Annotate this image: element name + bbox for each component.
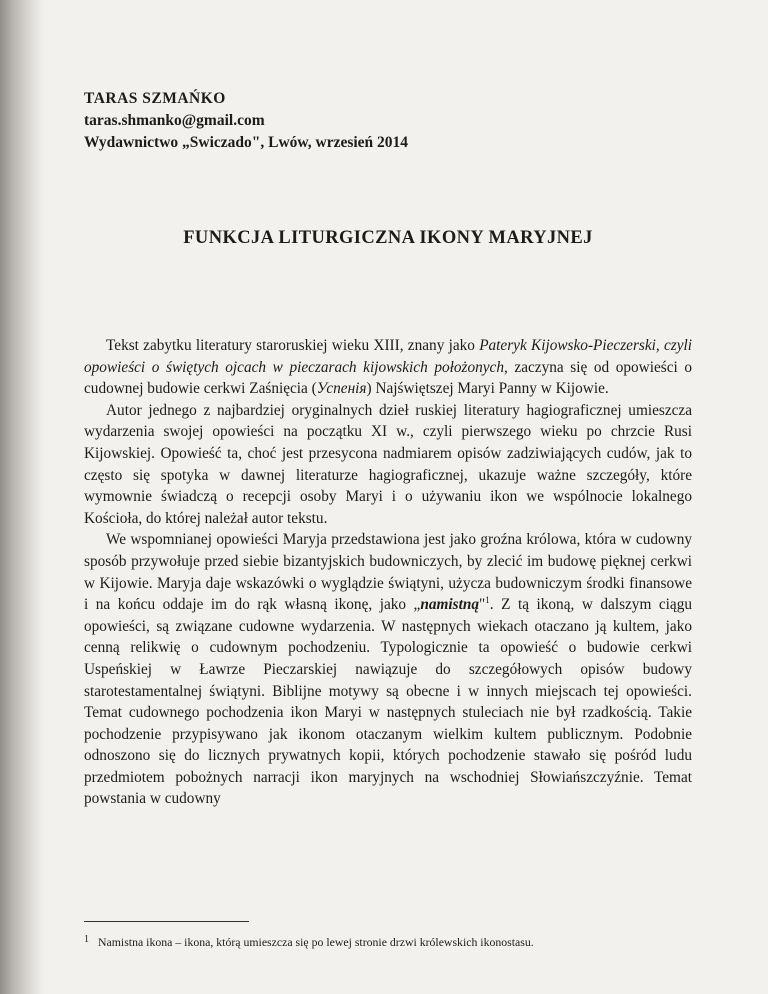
author-name: TARAS SZMAŃKO — [84, 90, 226, 107]
footnote-text: Namistna ikona – ikona, którą umieszcza się po lewej stronie drzwi królewskich ikonostasu. — [98, 935, 534, 949]
author-email: taras.shmanko@gmail.com — [84, 112, 265, 129]
paragraph-2: Autor jednego z najbardziej oryginalnych dzieł ruskiej literatury hagiograficznej umieszcza wydarzenia swojej opowieści na początku XI w., czyli pierwszego wieku po chrzcie Rusi Kijowskiej. Opowieść ta, choć jest przesycona nadmiarem opisów zadziwiających cudów, jak to często się spotyka w dawnej literaturze hagiograficznej, ukazuje ważne szczegóły, które wymownie świadczą o recepcji osoby Maryi i o używaniu ikon we wspólnocie lokalnego Kościoła, do której należał autor tekstu. — [84, 401, 692, 527]
paragraph-3-text-a: We wspomnianej opowieści Maryja przedstawiona jest jako groźna królowa, która w cudowny sposób przywołuje przed siebie bizantyjskich budowniczych, by zlecić im budowę pięknej cerkwi w Kijowie. Maryja daje wskazówki o wyglądzie świątyni, użycza budowniczym środki finansowe i na końcu oddaje im do rąk własną ikonę, jako „ — [84, 531, 692, 614]
footnote-divider — [84, 921, 249, 922]
paragraph-1 — [84, 335, 692, 400]
paragraph-1-italic-word: Успенія — [316, 380, 367, 398]
article-title: FUNKCJA LITURGICZNA IKONY MARYJNEJ — [183, 228, 593, 248]
paragraph-3-italic-word: namistną — [420, 596, 480, 614]
paragraph-1-italic-title: Pateryk Kijowsko-Pieczerski, czyli opowieści o świętych ojcach w pieczarach kijowskich położonych — [84, 337, 693, 376]
paragraph-3-text-b: . Z tą ikoną, w dalszym ciągu opowieści, są związane cudowne wydarzenia. W następnych wiekach otaczano ją kultem, jako cenną relikwię o cudownym pochodzeniu. Typologicznie ta opowieść o budowie cerkwi Uspeńskiej w Ławrze Pieczarskiej nawiązuje do szczegółowych opisów budowy starotestamentalnej świątyni. Biblijne motywy są obecne i w innych miejscach tej opowieści. Temat cudownego pochodzenia ikon Maryi w następnych stuleciach nie był rzadkością. Takie pochodzenie przypisywano jak ikonom otaczanym wielkim kultem publicznym. Podobnie odnoszono się do licznych prywatnych kopii, których pochodzenie stawało się pośród ludu przedmiotem pobożnych narracji ikon maryjnych na wschodniej Słowiańszczyźnie. Temat powstania w cudowny — [84, 596, 692, 808]
article-header — [84, 88, 408, 154]
paragraph-1-text-c: ) Najświętszej Maryi Panny w Kijowie. — [366, 380, 609, 398]
book-spine-shadow — [0, 0, 44, 994]
article-body — [84, 335, 692, 810]
paragraph-3-quote-close: " — [479, 596, 486, 614]
book-page — [84, 0, 692, 994]
footnote-reference: 1 — [485, 595, 490, 606]
paragraph-1-text-b: , zaczyna się od opowieści o cudownej budowie cerkwi Zaśnięcia ( — [84, 358, 692, 398]
footnote-number: 1 — [84, 934, 89, 945]
paragraph-3 — [84, 529, 692, 810]
paragraph-1-text-a: Tekst zabytku literatury staroruskiej wieku XIII, znany jako — [106, 337, 480, 354]
footnote — [84, 934, 692, 950]
publisher-line: Wydawnictwo „Swiczado", Lwów, wrzesień 2014 — [84, 134, 409, 151]
